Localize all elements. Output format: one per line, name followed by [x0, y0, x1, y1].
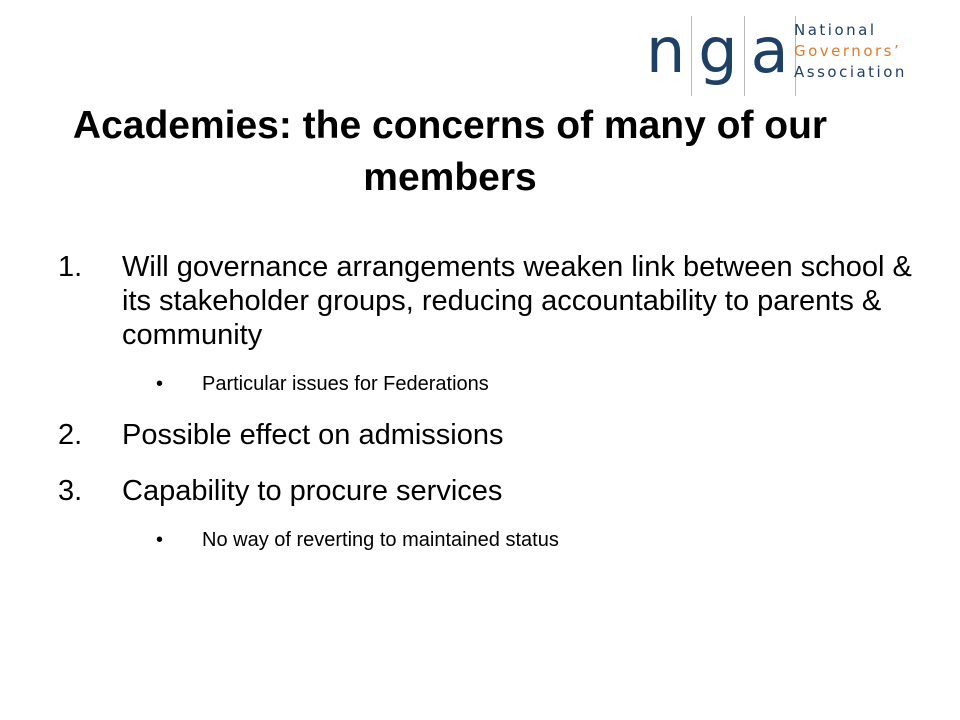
- item-text: Capability to procure services: [122, 475, 503, 507]
- item-text: Possible effect on admissions: [122, 419, 504, 451]
- item-number: 2.: [58, 419, 83, 451]
- logo-letters: [640, 16, 796, 96]
- list-item: [58, 250, 918, 352]
- logo-letter-g: g: [698, 14, 738, 87]
- list-item: [58, 474, 918, 508]
- logo-line-national: National: [794, 21, 877, 39]
- item-text: Will governance arrangements weaken link between school & its stakeholder groups, reducing accountability to parents & community: [122, 251, 912, 351]
- list-item: [58, 418, 918, 452]
- slide-title: Academies: the concerns of many of our members: [72, 104, 828, 199]
- sub-bullet-text: Particular issues for Federations: [202, 373, 489, 395]
- nga-logo: [640, 16, 930, 96]
- logo-letter-n: n: [646, 14, 686, 87]
- sub-bullet-text: No way of reverting to maintained status: [202, 529, 559, 551]
- item-number: 3.: [58, 475, 83, 507]
- logo-letter-a: a: [750, 14, 789, 87]
- logo-wordmark: [794, 20, 907, 83]
- bullet-icon: •: [156, 529, 164, 551]
- slide-body: [58, 250, 918, 552]
- sub-bullet-item: [58, 528, 918, 552]
- logo-line-governors: Governors’: [794, 42, 902, 60]
- sub-bullet-item: [58, 372, 918, 396]
- logo-line-association: Association: [794, 63, 907, 81]
- bullet-icon: •: [156, 373, 164, 395]
- item-number: 1.: [58, 251, 83, 283]
